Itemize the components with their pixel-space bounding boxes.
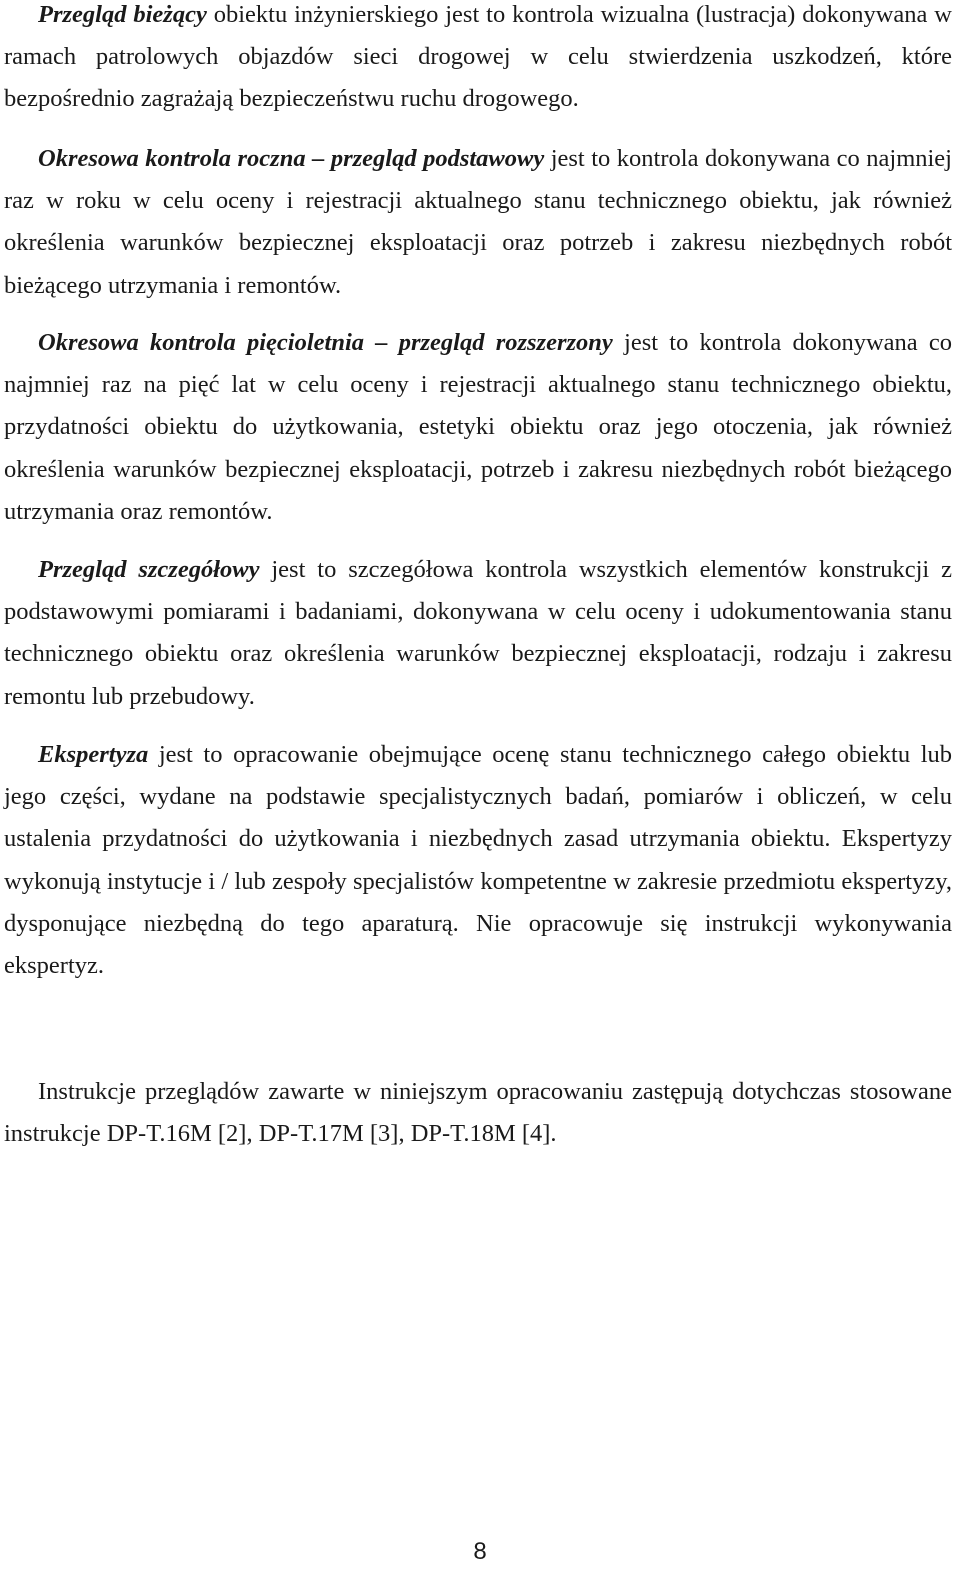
definition-przeglad-szczegolowy: jest to szczegółowa kontrola wszystkich elementów konstrukcji z podstawowymi pomiarami i badaniami, dokonywana w celu oceny i udokumentowania stanu technicznego obiektu oraz określenia warunków bezpiecznej eksploatacji, rodzaju i zakresu remontu lub przebudowy. <box>4 556 952 710</box>
definition-ekspertyza: jest to opracowanie obejmujące ocenę stanu technicznego całego obiektu lub jego części, wydane na podstawie specjalistycznych badań, pomiarów i obliczeń, w celu ustalenia przydatności do użytkowania i niezbędnych zasad utrzymania obiektu. Ekspertyzy wykonują instytucje i / lub zespoły specjalistów kompetentne w zakresie przedmiotu ekspertyzy, dysponujące niezbędną do tego aparaturą. Nie opracowuje się instrukcji wykonywania ekspertyz. <box>4 741 952 980</box>
paragraph-kontrola-roczna <box>4 138 952 307</box>
paragraph-instrukcje <box>4 1071 952 1155</box>
paragraph-przeglad-biezacy <box>4 0 952 121</box>
paragraph-przeglad-szczegolowy <box>4 549 952 718</box>
paragraph-ekspertyza <box>4 734 952 987</box>
term-ekspertyza: Ekspertyza <box>38 741 149 768</box>
page-number: 8 <box>473 1538 487 1565</box>
paragraph-kontrola-piecioletnia <box>4 322 952 533</box>
term-kontrola-roczna: Okresowa kontrola roczna – przegląd podstawowy <box>38 145 545 172</box>
definition-kontrola-piecioletnia: jest to kontrola dokonywana co najmniej raz na pięć lat w celu oceny i rejestracji aktualnego stanu technicznego obiektu, przydatności obiektu do użytkowania, estetyki obiektu oraz jego otoczenia, jak również określenia warunków bezpiecznej eksploatacji, potrzeb i zakresu niezbędnych robót bieżącego utrzymania oraz remontów. <box>4 329 952 525</box>
term-przeglad-szczegolowy: Przegląd szczegółowy <box>38 556 260 583</box>
term-kontrola-piecioletnia: Okresowa kontrola pięcioletnia – przegląd rozszerzony <box>38 329 613 356</box>
instrukcje-text: Instrukcje przeglądów zawarte w niniejszym opracowaniu zastępują dotychczas stosowane instrukcje DP-T.16M [2], DP-T.17M [3], DP-T.18M [4]. <box>4 1078 952 1148</box>
definition-przeglad-biezacy: obiektu inżynierskiego jest to kontrola wizualna (lustracja) dokonywana w ramach patrolowych objazdów sieci drogowej w celu stwierdzenia uszkodzeń, które bezpośrednio zagrażają bezpieczeństwu ruchu drogowego. <box>4 1 952 113</box>
definition-kontrola-roczna: jest to kontrola dokonywana co najmniej raz w roku w celu oceny i rejestracji aktualnego stanu technicznego obiektu, jak również określenia warunków bezpiecznej eksploatacji oraz potrzeb i zakresu niezbędnych robót bieżącego utrzymania i remontów. <box>4 145 952 299</box>
term-przeglad-biezacy: Przegląd bieżący <box>38 1 207 28</box>
